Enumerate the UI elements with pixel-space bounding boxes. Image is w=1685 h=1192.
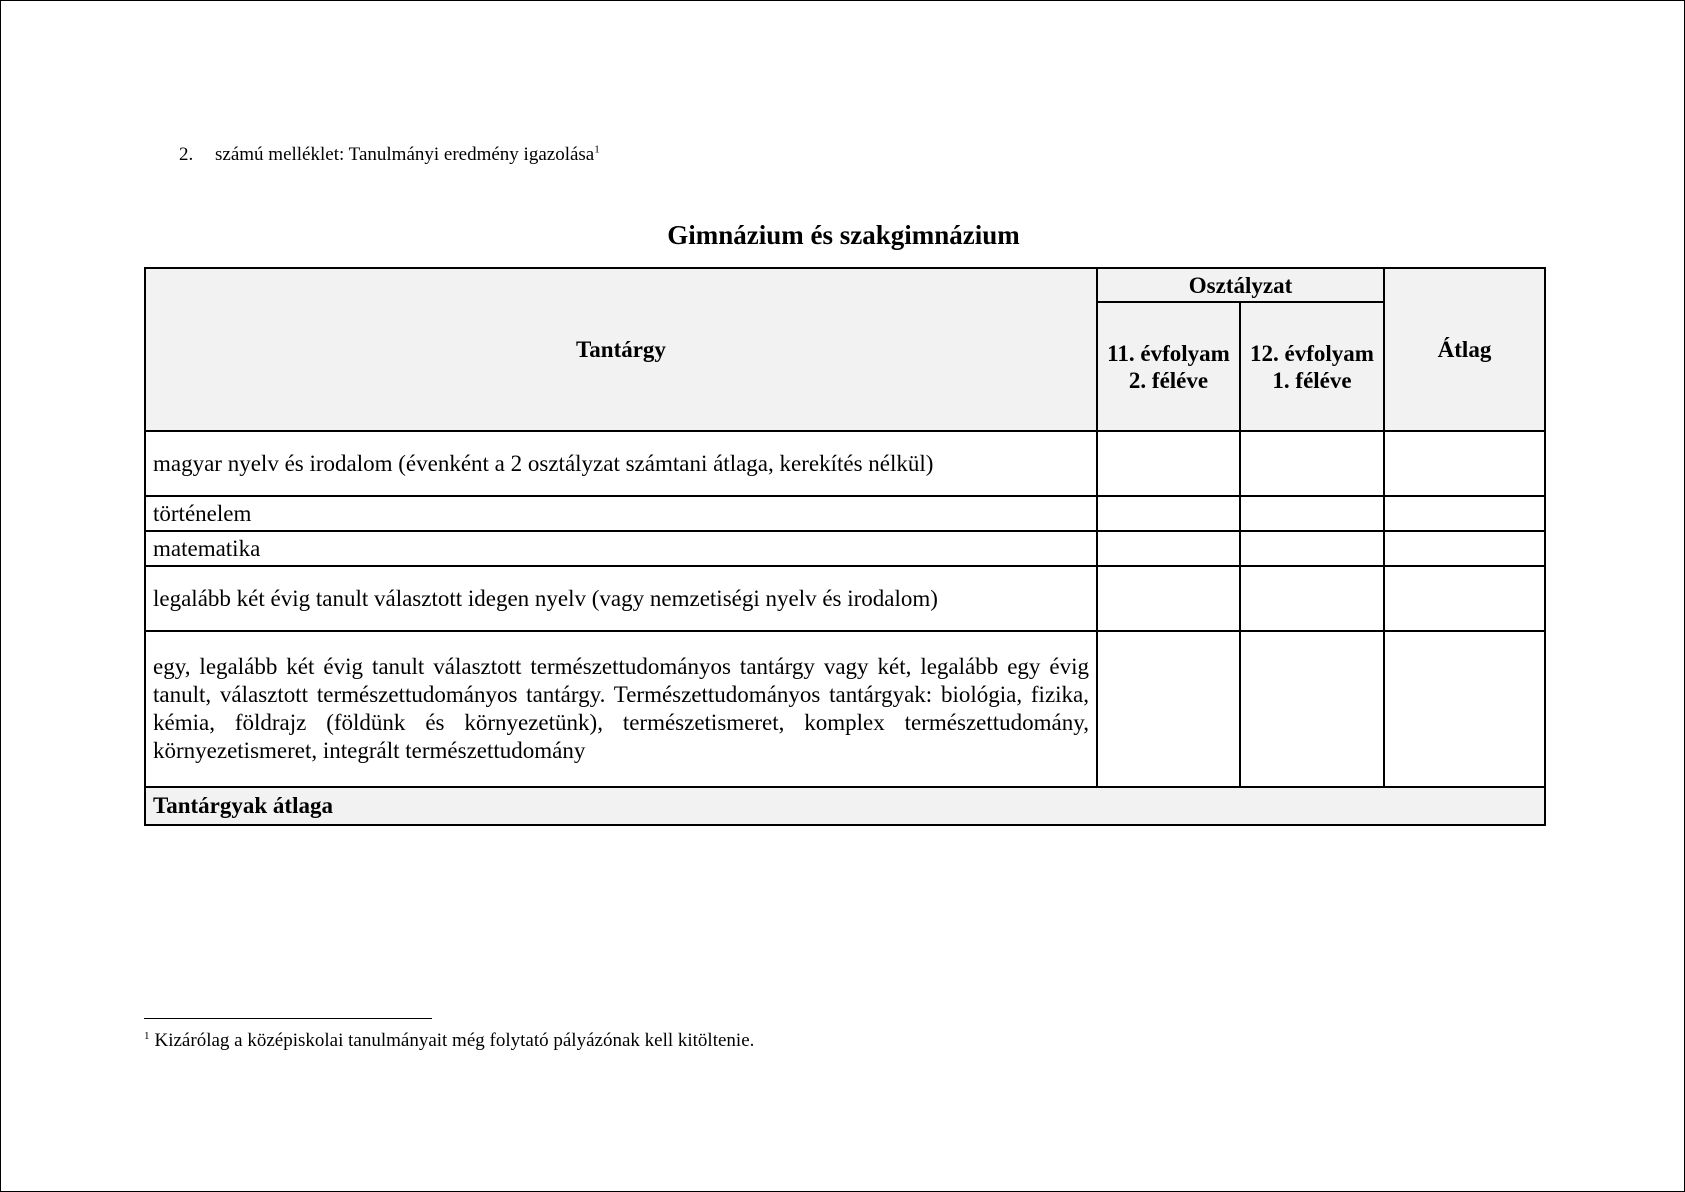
subject-cell: egy, legalább két évig tanult választott természettudományos tantárgy vagy két, legalább egy évig tanult, választott természettudományos tantárgy. Természettudományos tantárgyak: biológia, fizika, kémia, földrajz (földünk és környezetünk), természetismeret, komplex természettudomány, környezetismeret, integrált természettudomány <box>145 631 1097 787</box>
footnote-separator <box>144 1018 432 1019</box>
table-row <box>145 566 1545 631</box>
subject-cell: legalább két évig tanult választott idegen nyelv (vagy nemzetiségi nyelv és irodalom) <box>145 566 1097 631</box>
table-footer-row <box>145 787 1545 825</box>
footnote-reference: 1 <box>594 143 600 156</box>
table-row <box>145 431 1545 496</box>
average-cell[interactable] <box>1384 531 1545 566</box>
grade-cell-12-sem1[interactable] <box>1240 631 1384 787</box>
footnote-text: Kizárólag a középiskolai tanulmányait még folytató pályázónak kell kitöltenie. <box>154 1030 755 1051</box>
header-grade-12-sem1: 12. évfolyam 1. féléve <box>1240 302 1384 431</box>
grade-cell-12-sem1[interactable] <box>1240 566 1384 631</box>
page-title: Gimnázium és szakgimnázium <box>667 220 1020 250</box>
grade-cell-12-sem1[interactable] <box>1240 496 1384 531</box>
grade-cell-11-sem2[interactable] <box>1097 431 1240 496</box>
grade-cell-12-sem1[interactable] <box>1240 531 1384 566</box>
header-subject: Tantárgy <box>145 268 1097 431</box>
average-cell[interactable] <box>1384 496 1545 531</box>
annex-text: számú melléklet: Tanulmányi eredmény igazolása <box>215 144 595 165</box>
subjects-average-label: Tantárgyak átlaga <box>145 787 1545 825</box>
grade-cell-12-sem1[interactable] <box>1240 431 1384 496</box>
grade-cell-11-sem2[interactable] <box>1097 496 1240 531</box>
average-cell[interactable] <box>1384 431 1545 496</box>
footnote-marker: 1 <box>144 1029 150 1042</box>
average-cell[interactable] <box>1384 566 1545 631</box>
subject-cell: matematika <box>145 531 1097 566</box>
annex-number: 2. <box>179 144 194 165</box>
grades-table <box>144 267 1546 826</box>
average-cell[interactable] <box>1384 631 1545 787</box>
grade-cell-11-sem2[interactable] <box>1097 631 1240 787</box>
annex-heading <box>179 144 600 166</box>
table-row <box>145 496 1545 531</box>
subject-cell: magyar nyelv és irodalom (évenként a 2 osztályzat számtani átlaga, kerekítés nélkül) <box>145 431 1097 496</box>
header-average: Átlag <box>1384 268 1545 431</box>
table-row <box>145 531 1545 566</box>
header-grade-11-sem2: 11. évfolyam 2. féléve <box>1097 302 1240 431</box>
header-grade-group: Osztályzat <box>1097 268 1384 302</box>
subject-cell: történelem <box>145 496 1097 531</box>
footnote <box>144 1030 754 1052</box>
table-row <box>145 631 1545 787</box>
grade-cell-11-sem2[interactable] <box>1097 566 1240 631</box>
grade-cell-11-sem2[interactable] <box>1097 531 1240 566</box>
